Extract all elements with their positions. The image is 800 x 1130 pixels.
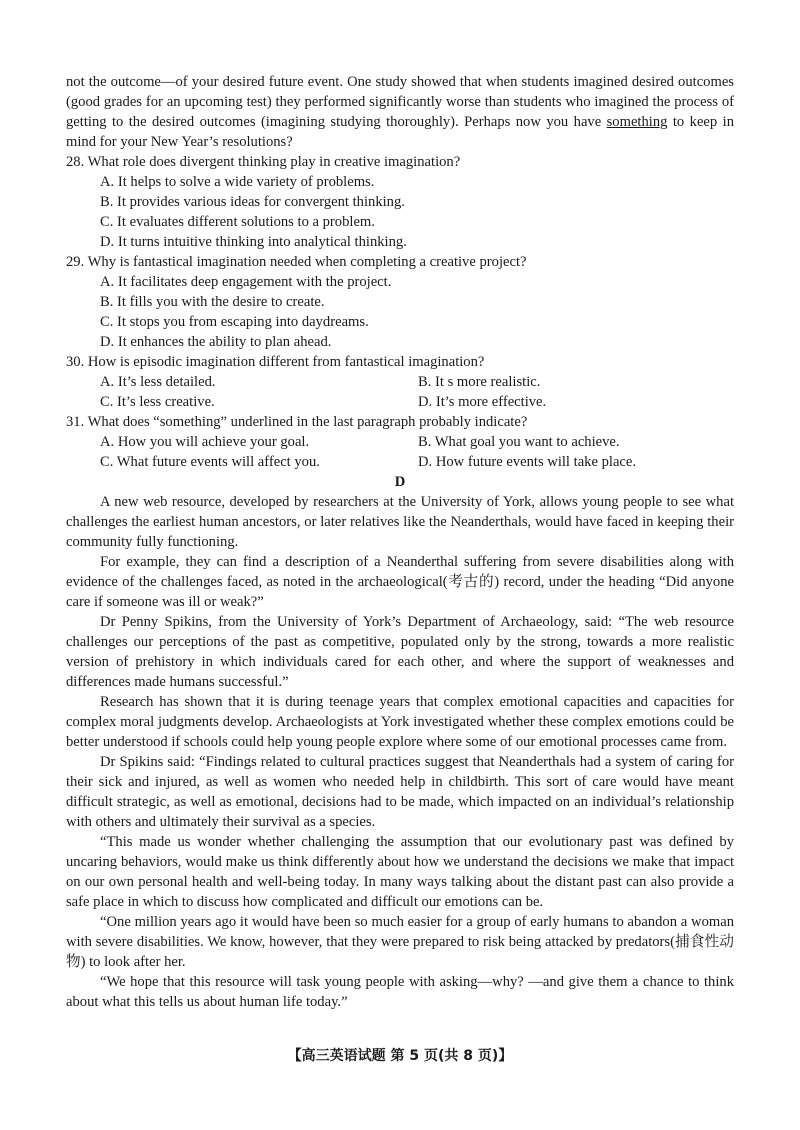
option-c: C. What future events will affect you. [100, 454, 320, 470]
option-d: D. It turns intuitive thinking into analytical thinking. [100, 234, 407, 250]
question-stem: 31. What does “something” underlined in the last paragraph probably indicate? [66, 414, 528, 430]
option-a: A. It’s less detailed. [100, 374, 216, 390]
option-list [66, 172, 734, 252]
question-30 [66, 352, 734, 412]
option-list [66, 272, 734, 352]
passage-d-paragraph: “One million years ago it would have been so much easier for a group of early humans to abandon a woman with severe disabilities. We know, however, that they were prepared to risk being attacked by predators(捕食性动物) to look after her. [66, 914, 734, 970]
option-c: C. It’s less creative. [100, 394, 215, 410]
page-content [66, 72, 734, 1012]
question-stem: 28. What role does divergent thinking play in creative imagination? [66, 154, 461, 170]
option-grid [66, 432, 734, 472]
passage-d-paragraph: “This made us wonder whether challenging the assumption that our evolutionary past was defined by uncaring behaviors, would make us think differently about how we understand the decisions we make that impact on our own personal health and well-being today. In many ways talking about the distant past can also provide a safe place in which to discuss how complicated and difficult our emotions can be. [66, 834, 734, 910]
passage-d-paragraph: For example, they can find a description of a Neanderthal suffering from severe disabilities along with evidence of the challenges faced, as noted in the archaeological(考古的) record, under the heading “Did anyone care if someone was ill or weak?” [66, 554, 734, 610]
question-stem: 30. How is episodic imagination different from fantastical imagination? [66, 354, 485, 370]
passage-d-paragraph: Research has shown that it is during teenage years that complex emotional capacities and capacities for complex moral judgments develop. Archaeologists at York investigated whether these complex emotions could be better understood if schools could help young people explore where some of our emotional processes came from. [66, 694, 734, 750]
option-a: A. It facilitates deep engagement with the project. [100, 274, 392, 290]
option-a: A. How you will achieve your goal. [100, 434, 310, 450]
passage-d-paragraph: A new web resource, developed by researchers at the University of York, allows young people to see what challenges the earliest human ancestors, or later relatives like the Neanderthals, would have faced in keeping their community fully functioning. [66, 494, 734, 550]
option-d: D. It enhances the ability to plan ahead. [100, 334, 332, 350]
option-b: B. It provides various ideas for convergent thinking. [100, 194, 405, 210]
underlined-word: something [606, 114, 668, 130]
option-b: B. It fills you with the desire to create. [100, 294, 325, 310]
option-b: B. What goal you want to achieve. [418, 434, 620, 450]
passage-d-paragraph: Dr Spikins said: “Findings related to cultural practices suggest that Neanderthals had a system of caring for their sick and injured, as well as women who needed help in childbirth. This sort of care would have meant difficult strategic, as well as emotional, decisions had to be made, which impacted on an individual’s relationship with others and ultimately their survival as a species. [66, 754, 734, 830]
question-28 [66, 152, 734, 252]
option-b: B. It s more realistic. [418, 374, 541, 390]
passage-d [66, 492, 734, 1012]
passage-c-text-after: to keep in mind for your New Year’s resolutions? [66, 114, 734, 150]
section-heading: D [394, 474, 406, 490]
passage-d-paragraph: Dr Penny Spikins, from the University of York’s Department of Archaeology, said: “The web resource challenges our perceptions of the past as competitive, populated only by the strong, towards a more realistic version of prehistory in which individuals cared for each other, and where the support of weaknesses and differences made humans successful.” [66, 614, 734, 690]
question-29 [66, 252, 734, 352]
option-grid [66, 372, 734, 412]
option-c: C. It stops you from escaping into daydreams. [100, 314, 369, 330]
option-c: C. It evaluates different solutions to a problem. [100, 214, 375, 230]
passage-c-text-before: not the outcome—of your desired future event. One study showed that when students imagined desired outcomes (good grades for an upcoming test) they performed significantly worse than students who imagined the process of getting to the desired outcomes (imagining studying thoroughly). Perhaps now you have [66, 74, 734, 130]
question-stem: 29. Why is fantastical imagination needed when completing a creative project? [66, 254, 527, 270]
question-31 [66, 412, 734, 472]
option-a: A. It helps to solve a wide variety of problems. [100, 174, 375, 190]
option-d: D. How future events will take place. [418, 454, 637, 470]
option-d: D. It’s more effective. [418, 394, 547, 410]
page-footer: 【高三英语试题 第 5 页(共 8 页)】 [287, 1048, 513, 1064]
passage-c-closing-paragraph [66, 72, 734, 152]
passage-d-paragraph: “We hope that this resource will task young people with asking—why? —and give them a chance to think about what this tells us about human life today.” [66, 974, 734, 1010]
